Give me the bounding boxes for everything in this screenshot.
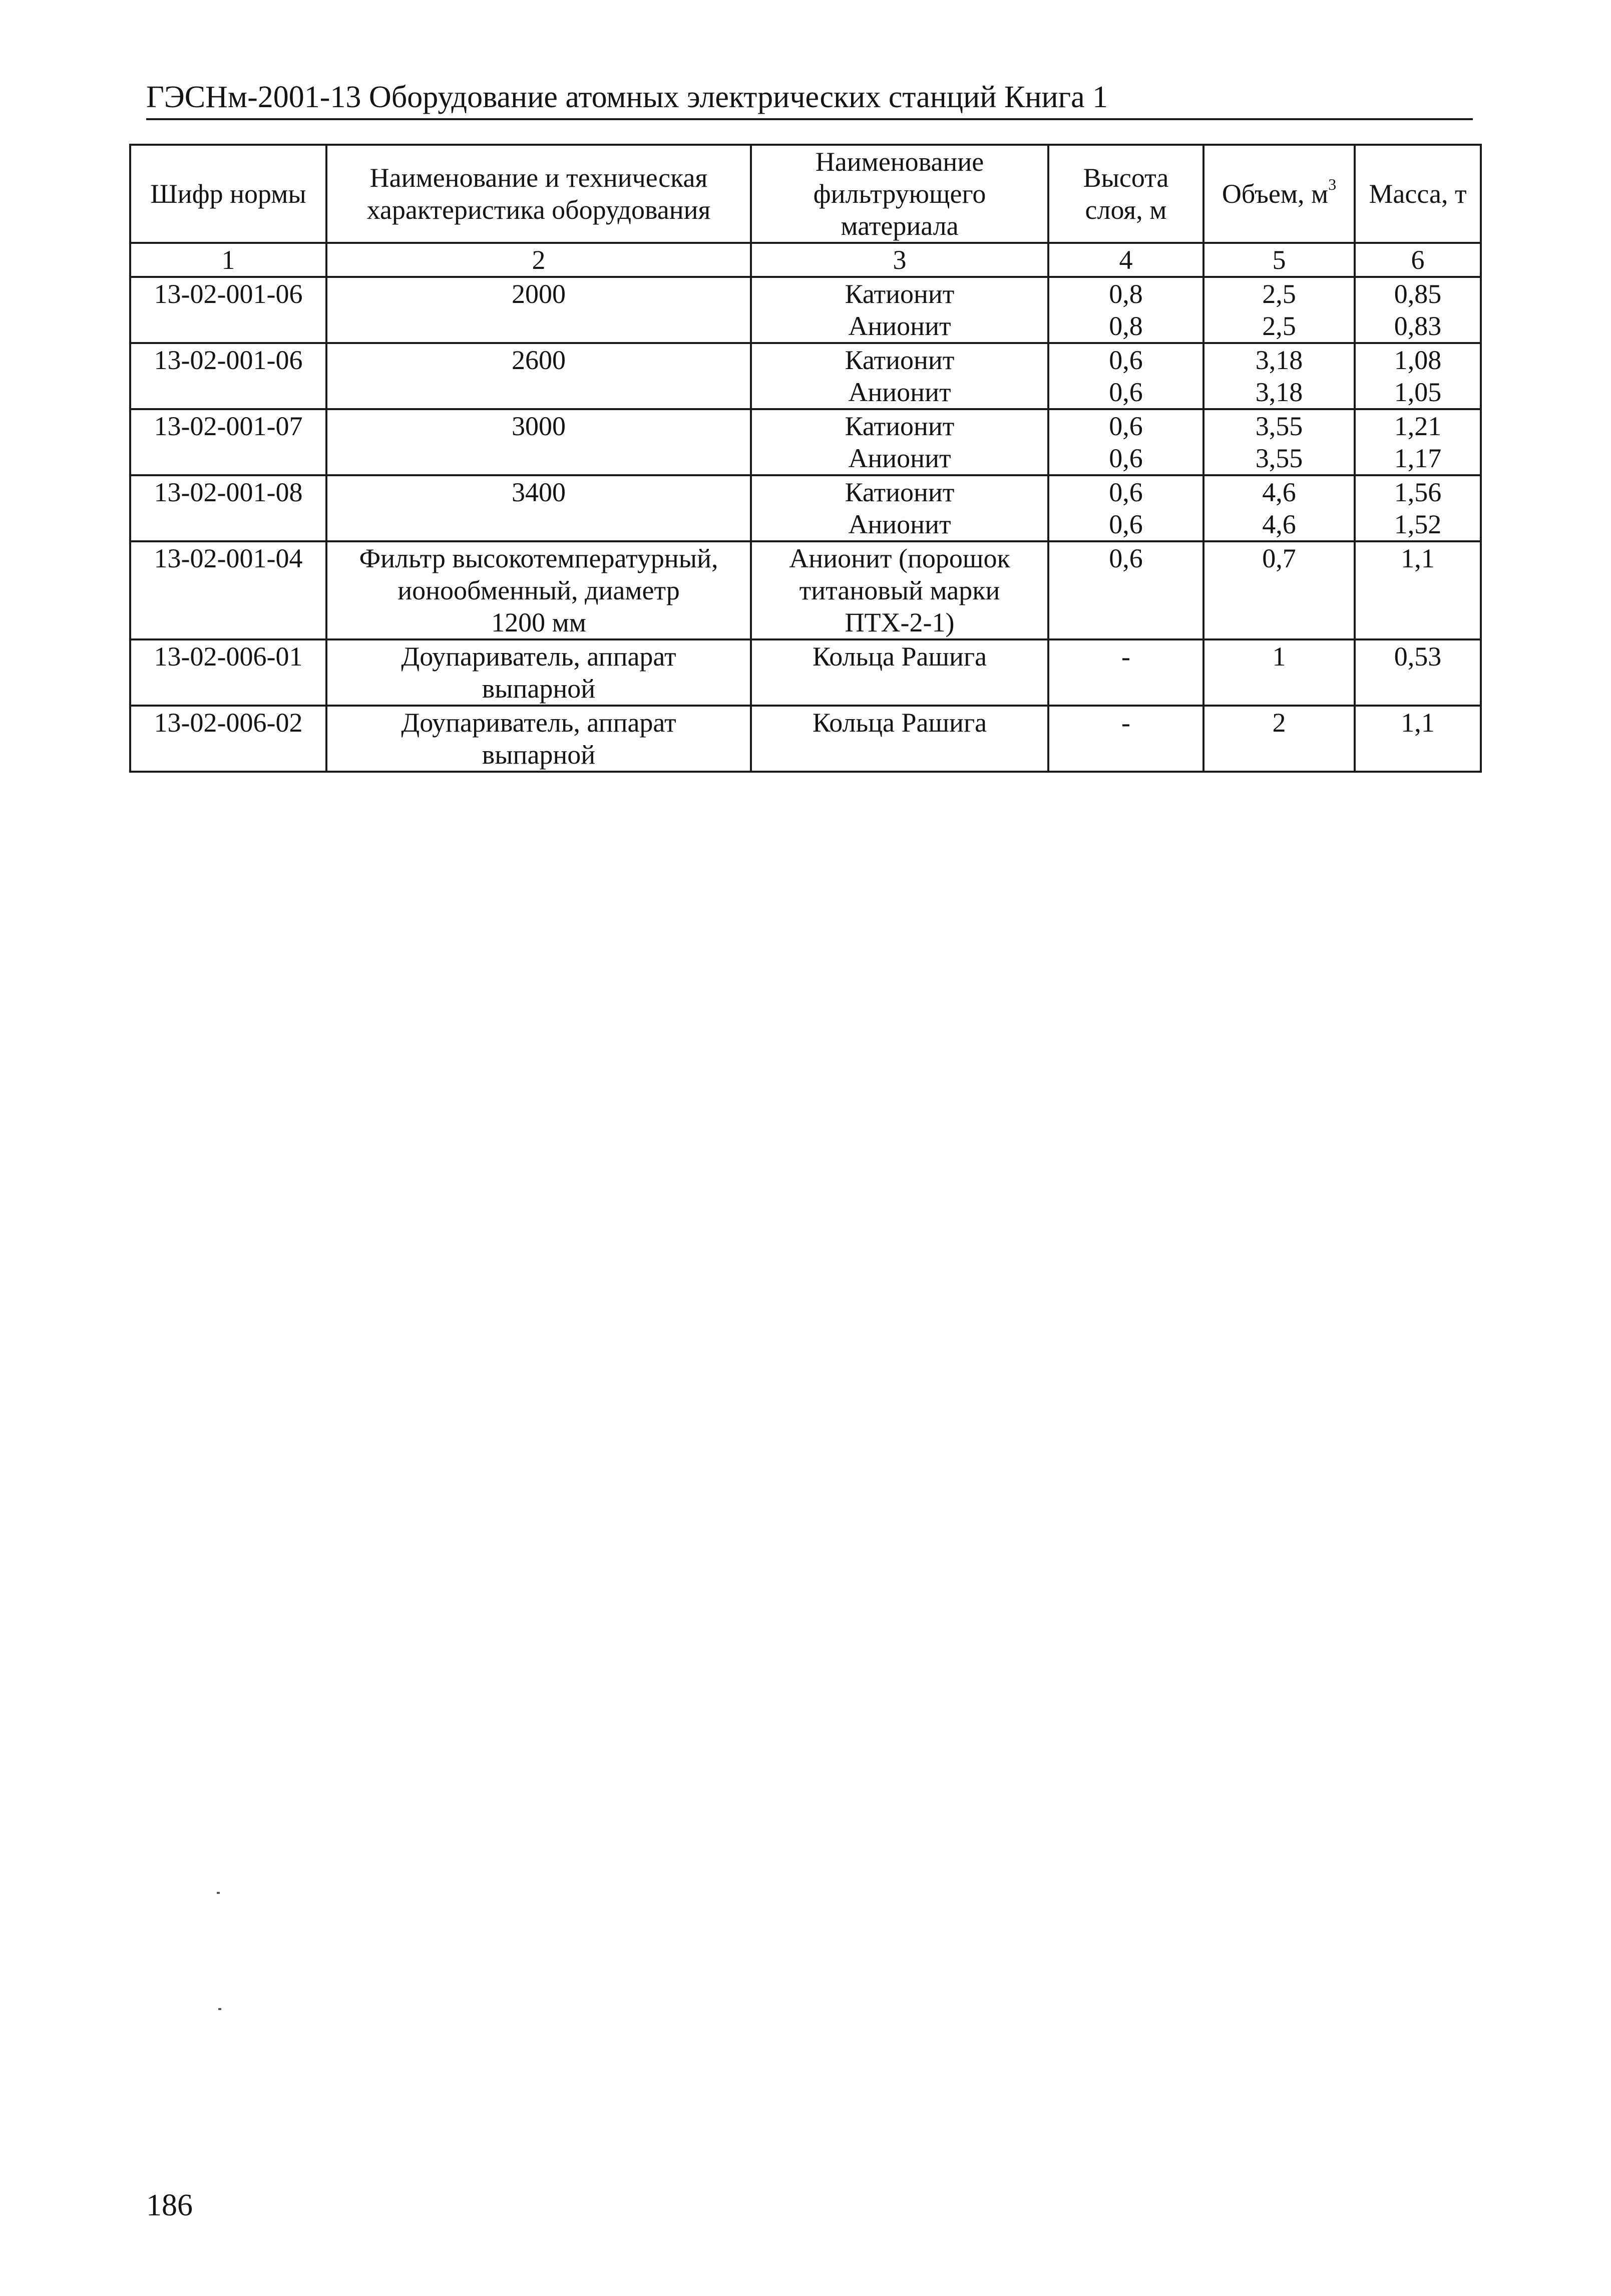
cell-layer-height-line: 0,8: [1109, 279, 1143, 309]
cell-mass-line: 1,08: [1394, 345, 1442, 375]
cell-filter-material: [751, 475, 1048, 541]
scan-speck: [217, 1892, 220, 1894]
cell-volume-line: 0,7: [1262, 543, 1296, 573]
cell-layer-height-line: 0,6: [1109, 477, 1143, 507]
cell-equipment-name-line: выпарной: [482, 674, 596, 704]
cell-mass-line: 1,17: [1394, 443, 1442, 473]
cell-layer-height: [1048, 541, 1203, 639]
cell-mass: [1355, 541, 1481, 639]
header-equipment-line: Наименование и техническая: [369, 163, 708, 193]
table-row: [130, 706, 1481, 772]
cell-code: 13-02-001-06: [130, 343, 326, 409]
header-mass: [1355, 145, 1481, 243]
column-number: 3: [751, 243, 1048, 277]
cell-equipment-name: [326, 639, 751, 706]
cell-equipment-name: [326, 706, 751, 772]
column-number: 5: [1203, 243, 1355, 277]
cell-mass: [1355, 706, 1481, 772]
cell-code: 13-02-001-08: [130, 475, 326, 541]
cell-code: 13-02-006-02: [130, 706, 326, 772]
cell-filter-material-line: Анионит: [848, 509, 951, 539]
cell-equipment-name-line: Фильтр высокотемпературный,: [359, 543, 718, 573]
norms-table: [129, 144, 1482, 773]
cell-filter-material-line: Кольца Рашига: [812, 708, 987, 738]
table-row: [130, 277, 1481, 343]
column-number: 2: [326, 243, 751, 277]
cell-mass-line: 1,21: [1394, 411, 1442, 441]
header-equipment-line: характеристика оборудования: [366, 195, 711, 225]
cell-layer-height: [1048, 475, 1203, 541]
cell-mass-line: 0,83: [1394, 311, 1442, 341]
header-rule: [146, 118, 1473, 120]
table-header-row: [130, 145, 1481, 243]
cell-volume: [1203, 277, 1355, 343]
cell-layer-height-line: 0,6: [1109, 509, 1143, 539]
cell-layer-height-line: 0,6: [1109, 411, 1143, 441]
cell-mass-line: 1,1: [1401, 708, 1435, 738]
cell-layer-height-line: 0,6: [1109, 377, 1143, 407]
cell-mass-line: 1,52: [1394, 509, 1442, 539]
cell-volume-line: 3,55: [1255, 443, 1303, 473]
cell-layer-height: [1048, 343, 1203, 409]
cell-mass: [1355, 343, 1481, 409]
column-number-row: [130, 243, 1481, 277]
header-material-line: фильтрующего: [813, 179, 986, 209]
column-number: 4: [1048, 243, 1203, 277]
cell-volume-line: 4,6: [1262, 477, 1296, 507]
header-height-line: слоя, м: [1085, 195, 1167, 225]
cell-layer-height: [1048, 409, 1203, 475]
cell-filter-material-line: Катионит: [845, 411, 955, 441]
cell-mass-line: 1,05: [1394, 377, 1442, 407]
table-row: [130, 475, 1481, 541]
cell-filter-material: [751, 639, 1048, 706]
cell-code: 13-02-006-01: [130, 639, 326, 706]
cell-code: 13-02-001-06: [130, 277, 326, 343]
cell-equipment-name: [326, 343, 751, 409]
cell-filter-material-line: Анионит: [848, 377, 951, 407]
cell-volume-line: 4,6: [1262, 509, 1296, 539]
cell-volume: [1203, 706, 1355, 772]
cell-layer-height: [1048, 706, 1203, 772]
cell-layer-height: [1048, 639, 1203, 706]
cell-equipment-name-line: ионообменный, диаметр: [397, 575, 680, 605]
cell-equipment-name-line: 2000: [512, 279, 566, 309]
column-number: 6: [1355, 243, 1481, 277]
scan-speck: [218, 2008, 221, 2010]
header-material-line: Наименование: [815, 147, 984, 177]
page-number: 186: [146, 2188, 193, 2222]
cell-filter-material: [751, 409, 1048, 475]
cell-equipment-name-line: Доупариватель, аппарат: [401, 641, 676, 672]
cell-volume: [1203, 409, 1355, 475]
cell-layer-height-line: 0,6: [1109, 443, 1143, 473]
cell-filter-material-line: Катионит: [845, 477, 955, 507]
table-row: [130, 343, 1481, 409]
header-volume-text: Объем, м: [1222, 179, 1329, 209]
cell-equipment-name: [326, 541, 751, 639]
cell-equipment-name-line: выпарной: [482, 740, 596, 770]
cell-mass-line: 1,56: [1394, 477, 1442, 507]
table-row: [130, 639, 1481, 706]
cell-layer-height-line: -: [1121, 641, 1130, 672]
header-material-line: материала: [841, 211, 959, 241]
cell-layer-height: [1048, 277, 1203, 343]
cell-filter-material-line: Катионит: [845, 279, 955, 309]
cell-volume: [1203, 639, 1355, 706]
header-layer-height: [1048, 145, 1203, 243]
cell-filter-material-line: Катионит: [845, 345, 955, 375]
cell-mass: [1355, 409, 1481, 475]
table-row: [130, 409, 1481, 475]
cell-filter-material-line: Анионит (порошок: [789, 543, 1010, 573]
cell-filter-material: [751, 541, 1048, 639]
cell-equipment-name: [326, 277, 751, 343]
cell-filter-material-line: Анионит: [848, 311, 951, 341]
cell-mass: [1355, 475, 1481, 541]
cell-layer-height-line: -: [1121, 708, 1130, 738]
header-mass-line: Масса, т: [1369, 179, 1467, 209]
cell-mass-line: 0,85: [1394, 279, 1442, 309]
cell-equipment-name-line: Доупариватель, аппарат: [401, 708, 676, 738]
cell-equipment-name-line: 3000: [512, 411, 566, 441]
cell-volume-line: 1: [1272, 641, 1286, 672]
cell-volume: [1203, 343, 1355, 409]
page-header-title: ГЭСНм-2001-13 Оборудование атомных электрических станций Книга 1: [146, 80, 1108, 114]
cell-volume-line: 2: [1272, 708, 1286, 738]
header-filter-material: [751, 145, 1048, 243]
cell-volume: [1203, 475, 1355, 541]
header-volume-superscript: 3: [1328, 175, 1337, 193]
cell-volume-line: 3,18: [1255, 377, 1303, 407]
cell-filter-material-line: титановый марки: [799, 575, 1000, 605]
cell-layer-height-line: 0,6: [1109, 345, 1143, 375]
header-equipment-name: [326, 145, 751, 243]
cell-equipment-name-line: 2600: [512, 345, 566, 375]
cell-filter-material: [751, 277, 1048, 343]
cell-code: 13-02-001-07: [130, 409, 326, 475]
cell-filter-material: [751, 706, 1048, 772]
header-volume: [1203, 145, 1355, 243]
cell-mass-line: 1,1: [1401, 543, 1435, 573]
cell-volume-line: 2,5: [1262, 279, 1296, 309]
header-height-line: Высота: [1083, 163, 1169, 193]
cell-filter-material-line: ПТХ-2-1): [845, 607, 955, 637]
header-code-line: Шифр нормы: [150, 179, 306, 209]
cell-volume-line: 2,5: [1262, 311, 1296, 341]
cell-code: 13-02-001-04: [130, 541, 326, 639]
cell-volume: [1203, 541, 1355, 639]
cell-equipment-name: [326, 409, 751, 475]
cell-volume-line: 3,55: [1255, 411, 1303, 441]
cell-mass: [1355, 639, 1481, 706]
cell-volume-line: 3,18: [1255, 345, 1303, 375]
cell-equipment-name-line: 3400: [512, 477, 566, 507]
cell-layer-height-line: 0,6: [1109, 543, 1143, 573]
cell-mass-line: 0,53: [1394, 641, 1442, 672]
cell-equipment-name: [326, 475, 751, 541]
cell-filter-material-line: Анионит: [848, 443, 951, 473]
cell-filter-material: [751, 343, 1048, 409]
cell-filter-material-line: Кольца Рашига: [812, 641, 987, 672]
header-code: [130, 145, 326, 243]
table-row: [130, 541, 1481, 639]
cell-equipment-name-line: 1200 мм: [491, 607, 586, 637]
cell-mass: [1355, 277, 1481, 343]
column-number: 1: [130, 243, 326, 277]
cell-layer-height-line: 0,8: [1109, 311, 1143, 341]
